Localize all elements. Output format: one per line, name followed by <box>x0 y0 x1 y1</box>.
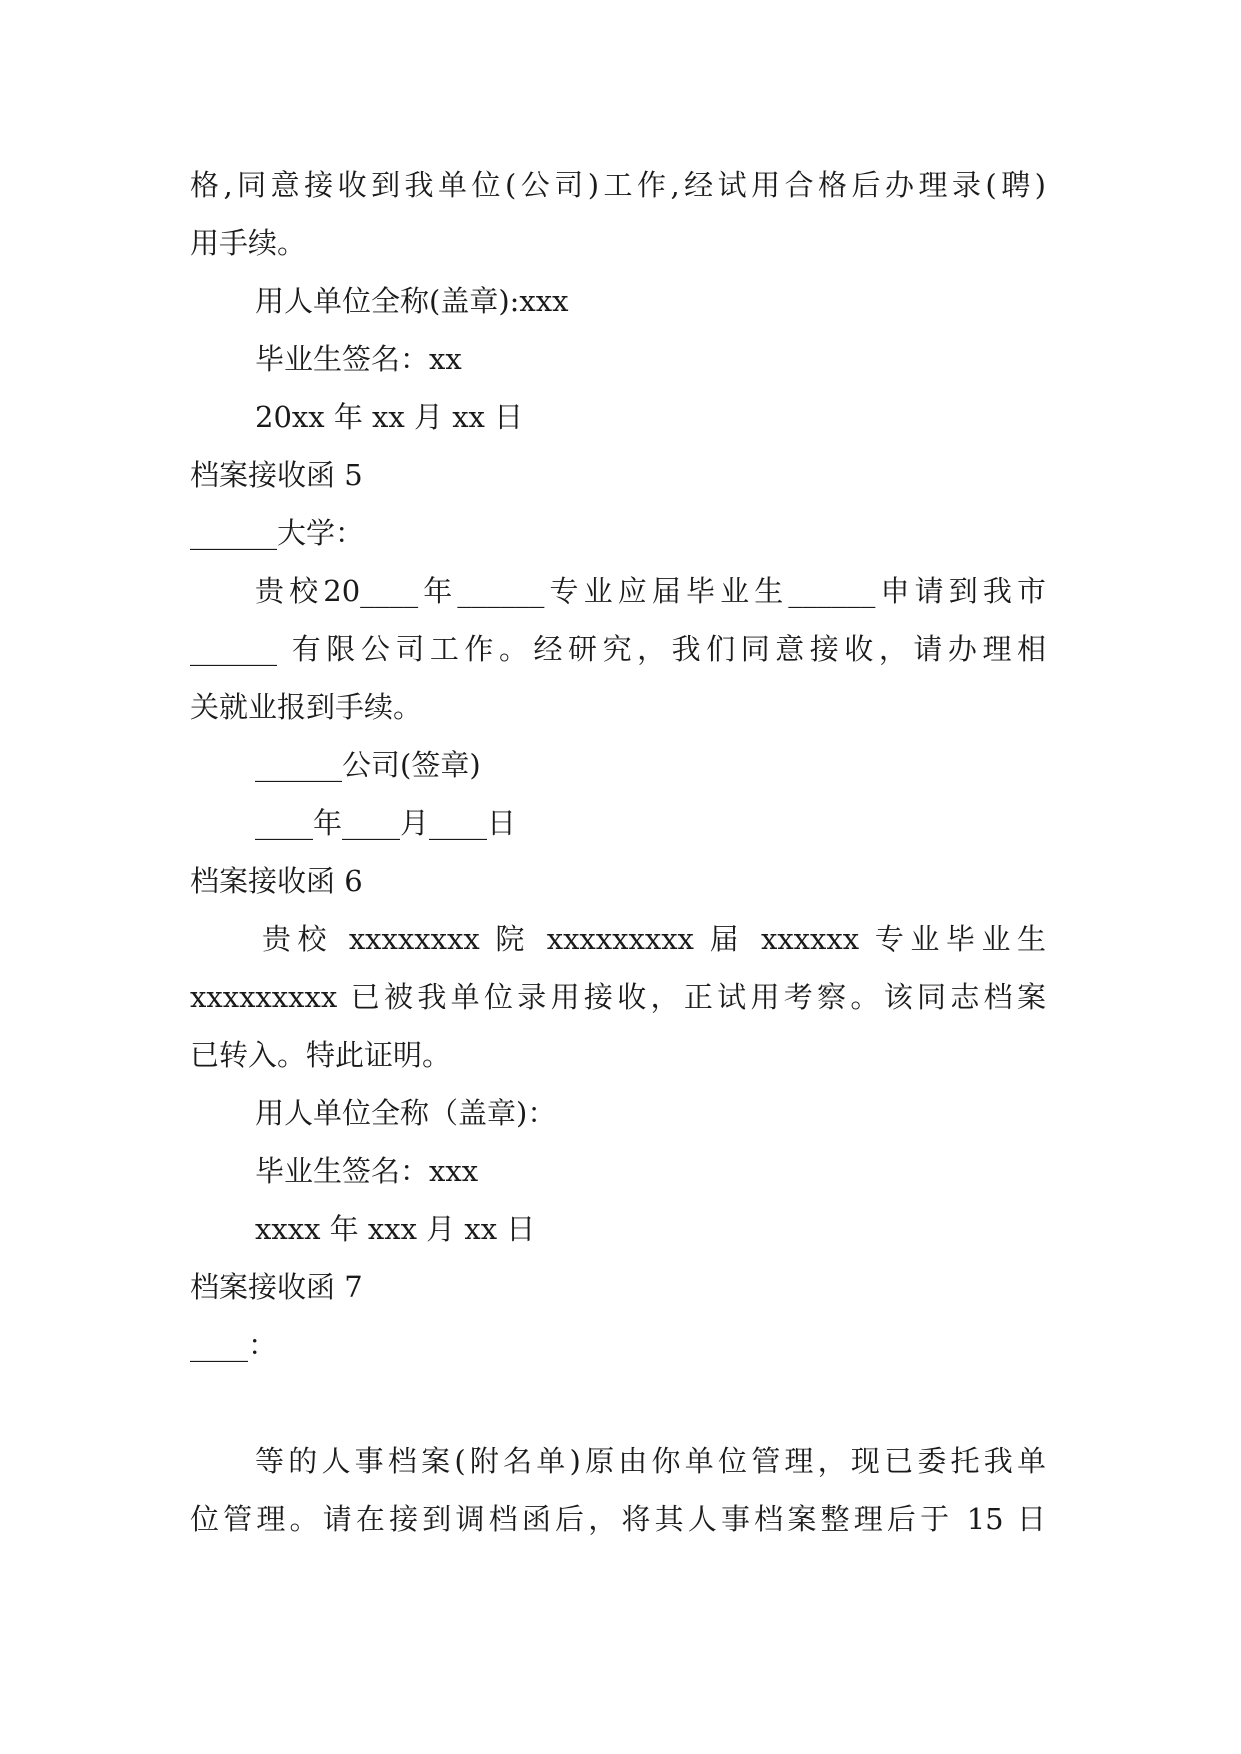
section-heading: 档案接收函 5 <box>190 458 363 492</box>
paragraph-line: 关就业报到手续。 <box>190 690 423 724</box>
graduate-signature-line: 毕业生签名：xxx <box>255 1154 479 1188</box>
section-heading: 档案接收函 6 <box>190 864 363 898</box>
paragraph-line: ______ 有限公司工作。经研究，我们同意接收，请办理相 <box>190 632 1046 666</box>
date-line: ____年____月____日 <box>255 806 517 840</box>
paragraph-line: 贵校 xxxxxxxx 院 xxxxxxxxx 届 xxxxxx 专业毕业生 <box>262 922 1046 956</box>
paragraph-line: 用手续。 <box>190 226 307 260</box>
paragraph-line: xxxxxxxxx 已被我单位录用接收，正试用考察。该同志档案 <box>190 980 1046 1014</box>
date-line: xxxx 年 xxx 月 xx 日 <box>255 1212 536 1246</box>
employer-signature-line: 用人单位全称(盖章):xxx <box>255 284 569 318</box>
section-heading: 档案接收函 7 <box>190 1270 363 1304</box>
paragraph-line: 等的人事档案(附名单)原由你单位管理，现已委托我单 <box>255 1444 1046 1478</box>
paragraph-line: 贵校20____年______专业应届毕业生______申请到我市 <box>255 574 1046 608</box>
company-seal-line: ______公司(签章) <box>255 748 481 782</box>
date-line: 20xx 年 xx 月 xx 日 <box>255 400 524 434</box>
graduate-signature-line: 毕业生签名：xx <box>255 342 462 376</box>
salutation-line: ____： <box>190 1328 278 1362</box>
paragraph-line: 已转入。特此证明。 <box>190 1038 452 1072</box>
salutation-line: ______大学： <box>190 516 365 550</box>
employer-signature-line: 用人单位全称（盖章)： <box>255 1096 557 1130</box>
paragraph-line: 格,同意接收到我单位(公司)工作,经试用合格后办理录(聘) <box>190 168 1046 202</box>
paragraph-line: 位管理。请在接到调档函后，将其人事档案整理后于 15 日 <box>190 1502 1046 1536</box>
